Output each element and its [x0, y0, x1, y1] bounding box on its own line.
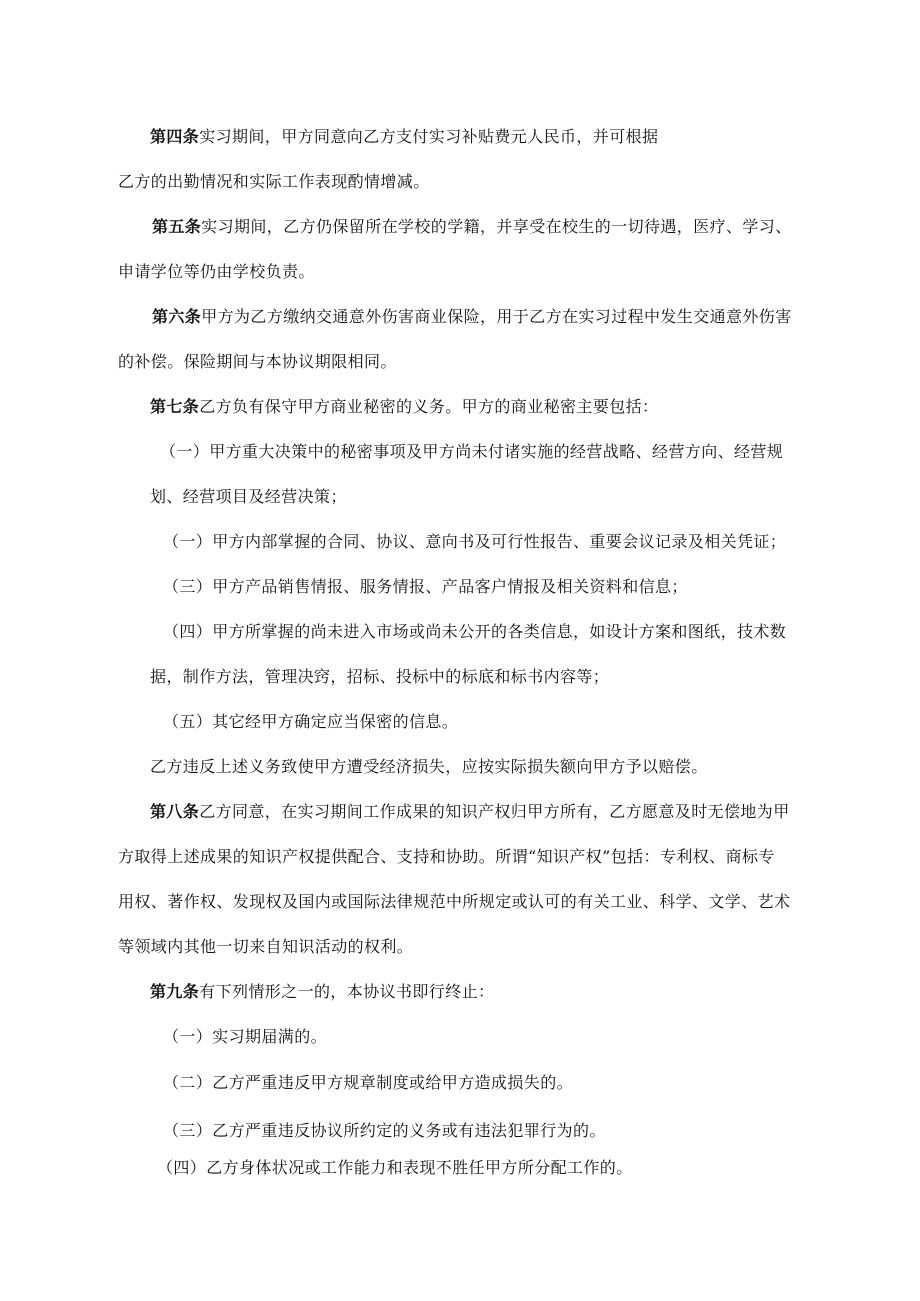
article-7-line-1 — [150, 397, 658, 417]
article-7-closing: 乙方违反上述义务致使甲方遭受经济损失，应按实际损失额向甲方予以赔偿。 — [150, 757, 708, 776]
article-5-line-1 — [152, 217, 792, 237]
article-8-text: 乙方同意，在实习期间工作成果的知识产权归甲方所有，乙方愿意及时无偿地为甲 — [199, 802, 790, 821]
article-5-line-2: 申请学位等仍由学校负责。 — [118, 262, 315, 281]
article-8-line-3: 用权、著作权、发现权及国内或国际法律规范中所规定或认可的有关工业、科学、文学、艺术 — [118, 892, 791, 911]
article-7-label: 第七条 — [150, 397, 200, 416]
article-7-item-1-line-2: 划、经营项目及经营决策； — [150, 487, 347, 506]
article-4-label: 第四条 — [150, 127, 200, 146]
article-7-item-1-line-1: （一）甲方重大决策中的秘密事项及甲方尚未付诸实施的经营战略、经营方向、经营规 — [160, 442, 784, 461]
article-8-line-4: 等领域内其他一切来自知识活动的权利。 — [118, 937, 414, 956]
article-9-item-3: （三）乙方严重违反协议所约定的义务或有违法犯罪行为的。 — [163, 1121, 606, 1140]
article-7-item-4-line-1: （四）甲方所掌握的尚未进入市场或尚未公开的各类信息，如设计方案和图纸，技术数 — [163, 622, 787, 641]
article-7-item-3: （三）甲方产品销售情报、服务情报、产品客户情报及相关资料和信息； — [163, 577, 688, 596]
article-5-label: 第五条 — [152, 217, 202, 236]
article-6-line-2: 的补偿。保险期间与本协议期限相同。 — [118, 352, 397, 371]
article-8-label: 第八条 — [150, 802, 200, 821]
article-6-line-1 — [152, 307, 792, 327]
article-9-item-4: （四）乙方身体状况或工作能力和表现不胜任甲方所分配工作的。 — [157, 1158, 633, 1177]
article-4-line-2: 乙方的出勤情况和实际工作表现酌情增减。 — [118, 172, 430, 191]
article-5-text: 实习期间，乙方仍保留所在学校的学籍，并享受在校生的一切待遇，医疗、学习、 — [201, 217, 792, 236]
article-7-item-4-line-2: 据，制作方法，管理决窍，招标、投标中的标底和标书内容等； — [150, 667, 610, 686]
article-7-item-2: （一）甲方内部掌握的合同、协议、意向书及可行性报告、重要会议记录及相关凭证； — [163, 532, 787, 551]
article-4-line-1 — [150, 127, 658, 147]
article-8-line-1 — [150, 802, 790, 822]
article-7-text: 乙方负有保守甲方商业秘密的义务。甲方的商业秘密主要包括： — [199, 397, 659, 416]
article-9-label: 第九条 — [150, 982, 200, 1001]
article-6-label: 第六条 — [152, 307, 202, 326]
article-9-line-1 — [150, 982, 494, 1002]
article-6-text: 甲方为乙方缴纳交通意外伤害商业保险，用于乙方在实习过程中发生交通意外伤害 — [201, 307, 792, 326]
article-9-text: 有下列情形之一的，本协议书即行终止： — [199, 982, 495, 1001]
article-9-item-2: （二）乙方严重违反甲方规章制度或给甲方造成损失的。 — [163, 1073, 574, 1092]
article-4-text: 实习期间，甲方同意向乙方支付实习补贴费元人民币，并可根据 — [199, 127, 659, 146]
article-7-item-5: （五）其它经甲方确定应当保密的信息。 — [163, 712, 459, 731]
article-9-item-1: （一）实习期届满的。 — [163, 1027, 328, 1046]
article-8-line-2: 方取得上述成果的知识产权提供配合、支持和协助。所谓“知识产权”包括：专利权、商标专 — [118, 847, 775, 866]
